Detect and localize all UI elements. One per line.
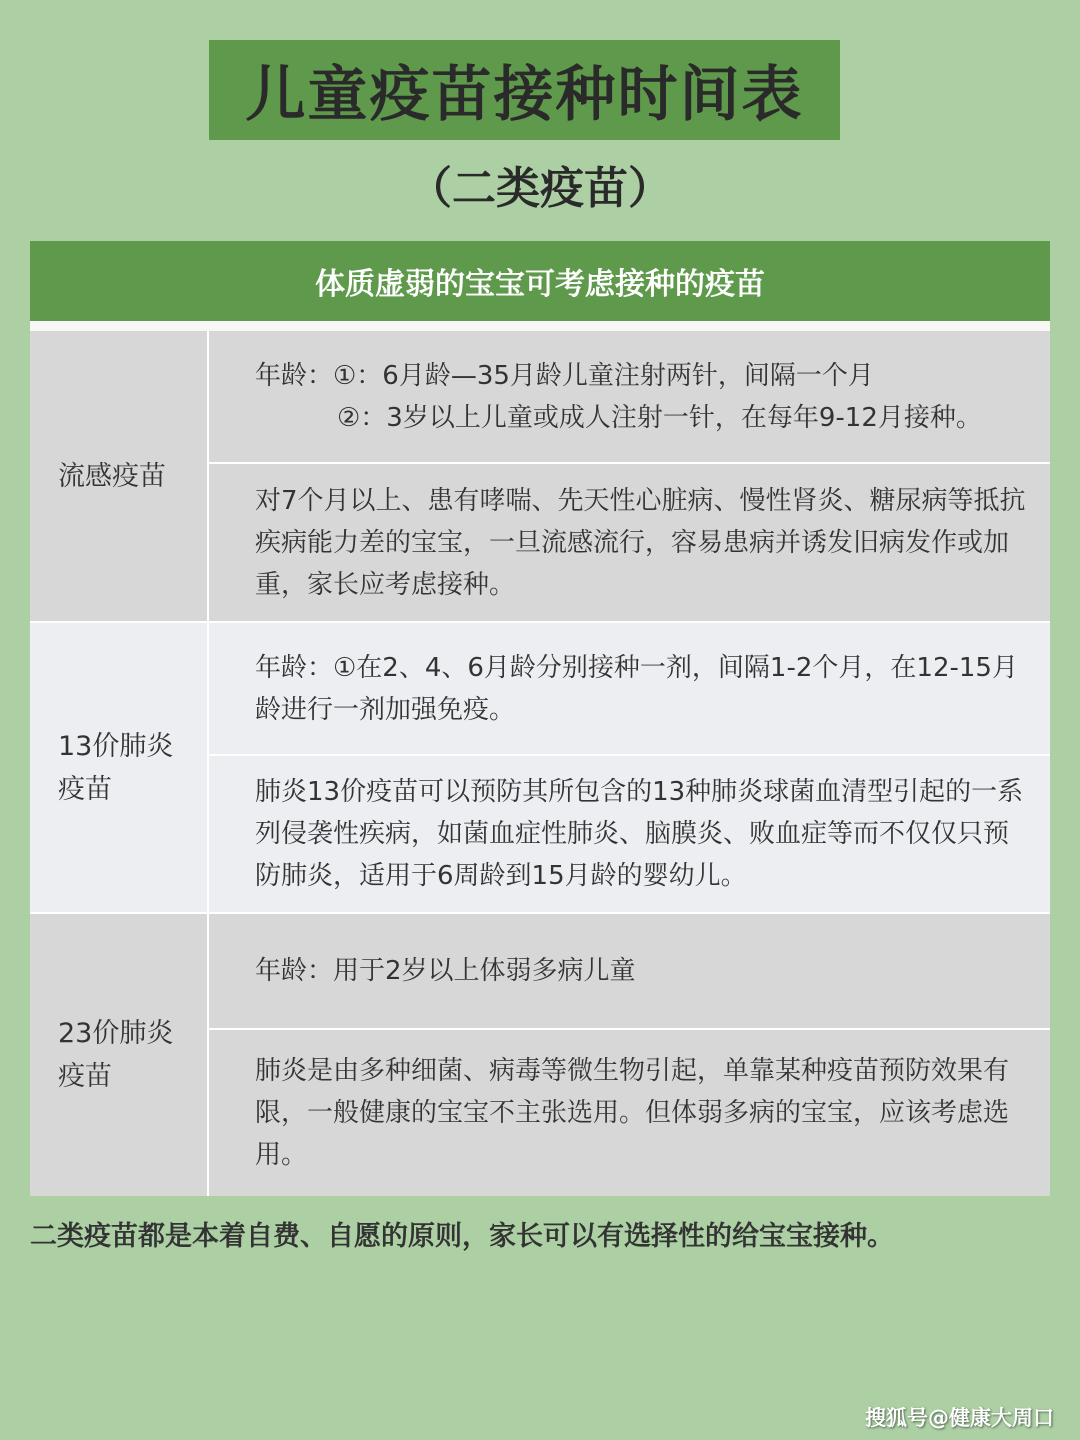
description-text: 肺炎13价疫苗可以预防其所包含的13种肺炎球菌血清型引起的一系列侵袭性疾病，如菌血症性肺炎、脑膜炎、败血症等而不仅仅只预防肺炎，适用于6周龄到15月龄的婴幼儿。 — [255, 777, 1024, 891]
table-header: 体质虚弱的宝宝可考虑接种的疫苗 — [30, 241, 1050, 321]
description-text: 肺炎是由多种细菌、病毒等微生物引起，单靠某种疫苗预防效果有限，一般健康的宝宝不主张选用。但体弱多病的宝宝，应该考虑选用。 — [255, 1056, 1010, 1170]
vaccine-row-pcv13 — [30, 623, 1050, 912]
age-cell — [209, 331, 1050, 462]
age-cell — [209, 623, 1050, 754]
age-line-2: ②：3岁以上儿童或成人注射一针，在每年9-12月接种。 — [337, 402, 982, 433]
watermark: 搜狐号@健康大周口 — [865, 1406, 1054, 1430]
age-cell — [209, 914, 1050, 1028]
age-text: 年龄：用于2岁以上体弱多病儿童 — [255, 956, 636, 986]
vaccine-name-cell — [30, 331, 207, 621]
vaccine-name: 流感疫苗 — [58, 460, 166, 492]
description-text: 对7个月以上、患有哮喘、先天性心脏病、慢性肾炎、糖尿病等抵抗疾病能力差的宝宝，一旦流感流行，容易患病并诱发旧病发作或加重，家长应考虑接种。 — [255, 485, 1026, 600]
vaccine-row-flu — [30, 331, 1050, 621]
vaccine-name: 13价肺炎疫苗 — [58, 730, 174, 805]
vaccine-table — [30, 241, 1050, 1196]
header-divider — [30, 321, 1050, 331]
page-title: 儿童疫苗接种时间表 — [245, 60, 804, 130]
title-banner — [209, 40, 840, 140]
vaccine-row-ppv23 — [30, 914, 1050, 1196]
description-cell — [209, 1030, 1050, 1196]
description-cell — [209, 756, 1050, 912]
age-text: 年龄：①在2、4、6月龄分别接种一剂，间隔1-2个月，在12-15月龄进行一剂加强免疫。 — [255, 652, 1018, 725]
page-subtitle: （二类疫苗） — [408, 163, 672, 214]
vaccine-name-cell — [30, 914, 207, 1196]
vaccine-name: 23价肺炎疫苗 — [58, 1018, 174, 1092]
description-cell — [209, 464, 1050, 621]
footer-note: 二类疫苗都是本着自费、自愿的原则，家长可以有选择性的给宝宝接种。 — [30, 1221, 894, 1252]
age-line-1: 年龄：①：6月龄—35月龄儿童注射两针，间隔一个月 — [255, 360, 874, 391]
vaccine-name-cell — [30, 623, 207, 912]
